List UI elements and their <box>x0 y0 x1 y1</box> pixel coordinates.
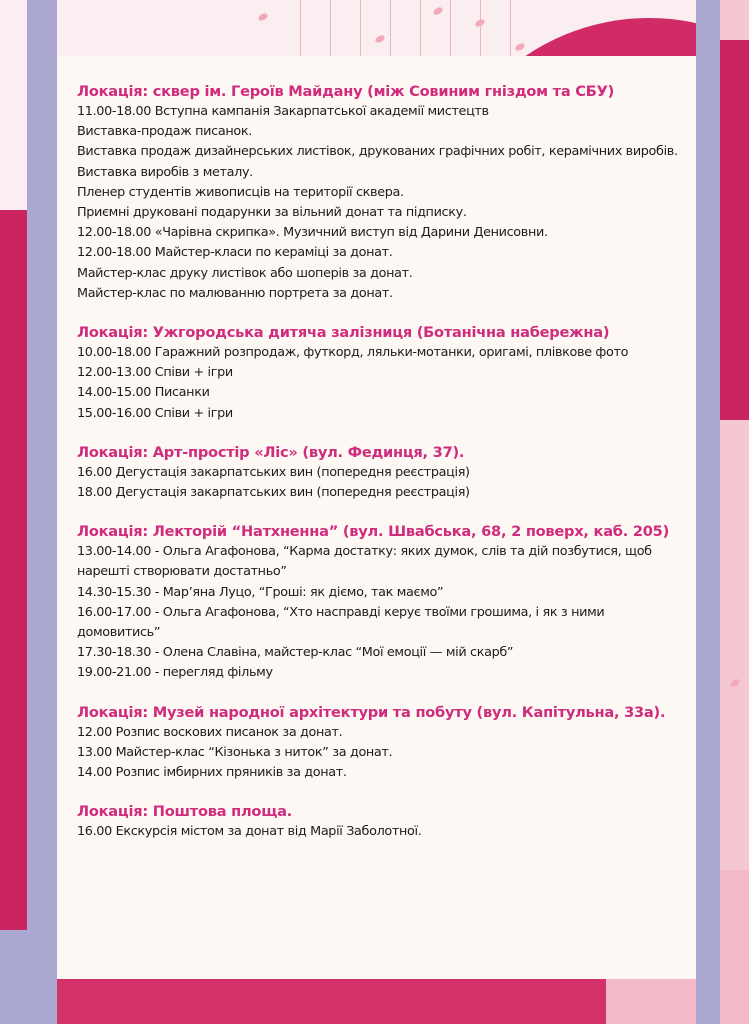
event-line: домовитись” <box>77 625 161 641</box>
event-line: 13.00-14.00 - Ольга Агафонова, “Карма достатку: яких думок, слів та дій позбутися, щоб <box>77 544 652 560</box>
event-line: 11.00-18.00 Вступна кампанія Закарпатської академії мистецтв <box>77 104 489 119</box>
event-line: Майстер-клас друку листівок або шоперів за донат. <box>77 265 413 281</box>
event-line: Приємні друковані подарунки за вільний донат та підписку. <box>77 205 467 221</box>
location-section <box>77 443 696 503</box>
event-line: 16.00 Дегустація закарпатських вин (попередня реєстрація) <box>77 464 470 480</box>
location-heading: Локація: сквер ім. Героїв Майдану (між Совиним гніздом та СБУ) <box>77 83 615 100</box>
event-line: Виставка виробів з металу. <box>77 164 253 180</box>
petal-icon <box>257 12 269 22</box>
location-section <box>77 82 696 304</box>
petal-icon <box>432 6 444 16</box>
schedule-sections <box>77 82 696 842</box>
petal-icon <box>374 34 386 44</box>
event-line: 18.00 Дегустація закарпатських вин (попередня реєстрація) <box>77 485 470 501</box>
event-line: 15.00-16.00 Співи + ігри <box>77 405 233 421</box>
background-left-stripe <box>27 0 57 1024</box>
location-section <box>77 522 696 683</box>
location-heading: Локація: Поштова площа. <box>77 803 292 821</box>
location-heading: Локація: Ужгородська дитяча залізниця (Ботанічна набережна) <box>77 324 610 342</box>
event-line: Виставка-продаж писанок. <box>77 124 252 140</box>
event-line: 17.30-18.30 - Олена Славіна, майстер-клас “Мої емоції — мій скарб” <box>77 645 514 661</box>
event-line: 19.00-21.00 - перегляд фільму <box>77 665 273 681</box>
location-section <box>77 703 696 784</box>
event-line: 14.30-15.30 - Мар’яна Луцо, “Гроші: як діємо, так маємо” <box>77 584 444 600</box>
event-line: 16.00 Екскурсія містом за донат від Марії Заболотної. <box>77 824 422 840</box>
event-line: 16.00-17.00 - Ольга Агафонова, “Хто насправді керує твоїми грошима, і як з ними <box>77 604 605 620</box>
background-right-stripe <box>696 0 720 1024</box>
location-heading: Локація: Лекторій “Натхненна” (вул. Швабська, 68, 2 поверх, каб. 205) <box>77 523 669 541</box>
event-line: 12.00-13.00 Співи + ігри <box>77 365 233 381</box>
background-bottom-lavender <box>0 930 57 1024</box>
location-heading: Локація: Музей народної архітектури та побуту (вул. Капітульна, 33а). <box>77 703 666 721</box>
event-line: 14.00-15.00 Писанки <box>77 385 210 401</box>
petal-icon <box>514 42 526 52</box>
event-line: 12.00 Розпис воскових писанок за донат. <box>77 724 343 740</box>
event-line: 12.00-18.00 Майстер-класи по кераміці за донат. <box>77 245 393 261</box>
location-section <box>77 323 696 424</box>
schedule-card <box>57 56 696 979</box>
event-line: Майстер-клас по малюванню портрета за донат. <box>77 285 393 301</box>
background-left-magenta <box>0 210 27 1024</box>
event-line: 13.00 Майстер-клас “Кізонька з ниток” за донат. <box>77 744 393 760</box>
event-line: Виставка продаж дизайнерських листівок, друкованих графічних робіт, керамічних виробів. <box>77 144 678 160</box>
event-line: 12.00-18.00 «Чарівна скрипка». Музичний виступ від Дарини Денисовни. <box>77 225 548 241</box>
event-line: 14.00 Розпис імбирних пряників за донат. <box>77 765 347 781</box>
background-right-magenta <box>720 40 749 420</box>
event-line: 10.00-18.00 Гаражний розпродаж, футкорд, ляльки-мотанки, оригамі, плівкове фото <box>77 345 629 361</box>
location-section <box>77 802 696 842</box>
event-line: Пленер студентів живописців на території сквера. <box>77 184 404 200</box>
event-line: нарешті створювати достатньо” <box>77 564 287 580</box>
location-heading: Локація: Арт-простір «Ліс» (вул. Фединця, 37). <box>77 443 465 461</box>
